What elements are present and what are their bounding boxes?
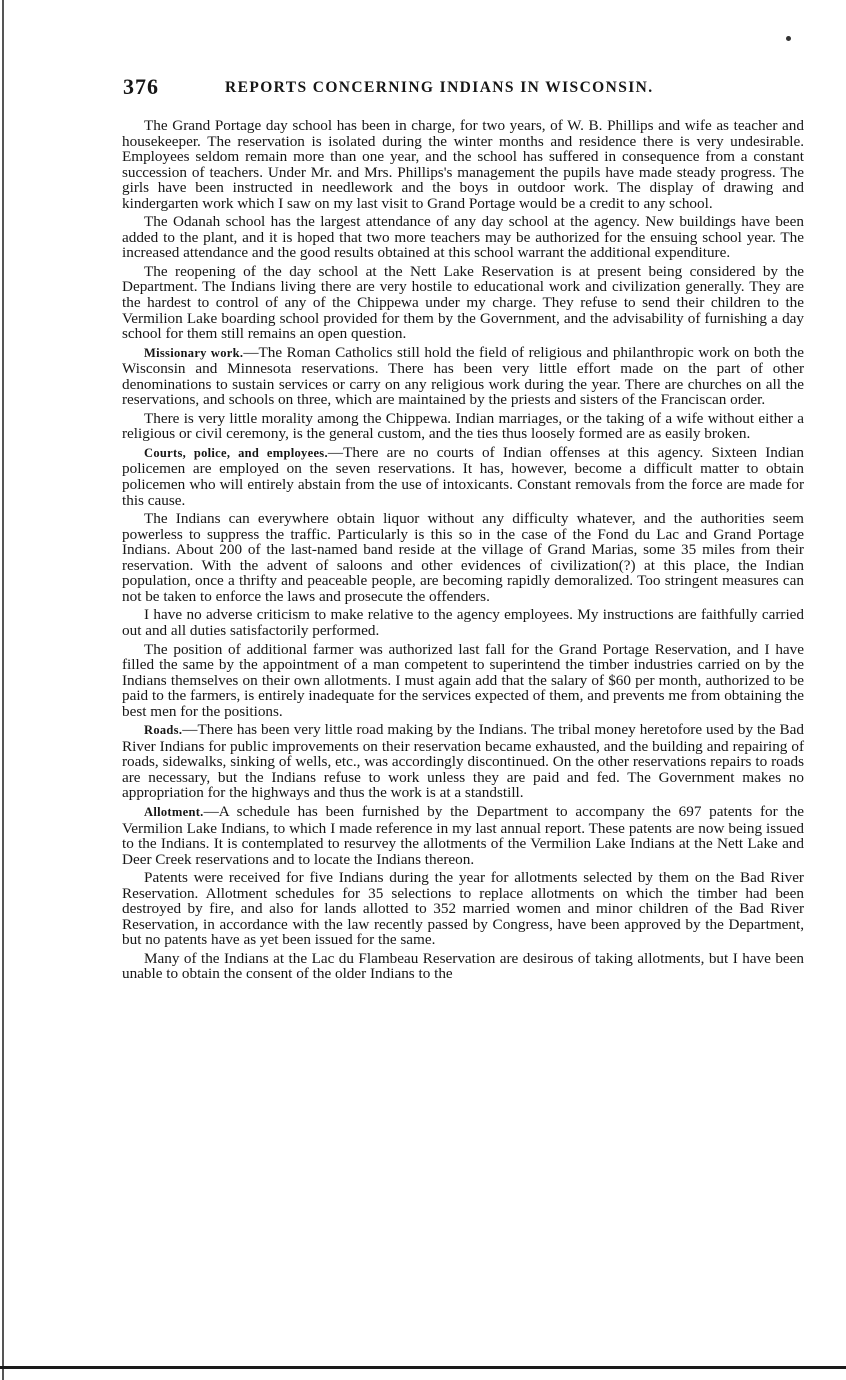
paragraph	[122, 642, 804, 720]
paragraph	[122, 411, 804, 442]
body-text	[122, 118, 804, 985]
paragraph-text: —There are no courts of Indian offenses at this agency. Sixteen Indian policemen are employed on the seven reservations. It has, however, become a difficult matter to obtain policemen who will entirely abstain from the use of intoxicants. Constant removals from the force are made for this cause.	[122, 443, 804, 509]
paragraph	[122, 345, 804, 408]
paragraph	[122, 870, 804, 948]
side-heading: Courts, police, and employees.	[144, 445, 328, 460]
paragraph-text: Many of the Indians at the Lac du Flambeau Reservation are desirous of taking allotments, but I have been unable to obtain the consent of the older Indians to the	[122, 949, 804, 983]
paragraph-text: There is very little morality among the Chippewa. Indian marriages, or the taking of a wife without either a religious or civil ceremony, is the general custom, and the ties thus loosely formed are as easily broken.	[122, 409, 804, 443]
paragraph-text: —A schedule has been furnished by the Department to accompany the 697 patents for the Vermilion Lake Indians, to which I made reference in my last annual report. These patents are now being issued to the Indians. It is contemplated to resurvey the allotments of the Vermilion Lake Indians at the Nett Lake and Deer Creek reservations and to locate the Indians thereon.	[122, 802, 804, 868]
paragraph	[122, 951, 804, 982]
paragraph	[122, 118, 804, 211]
paragraph	[122, 445, 804, 508]
paragraph	[122, 607, 804, 638]
paragraph-text: The position of additional farmer was authorized last fall for the Grand Portage Reservation, and I have filled the same by the appointment of a man competent to superintend the timber industries carried on by the Indians themselves on their own allotments. I must again add that the salary of $60 per month, authorized to be paid to the farmers, is entirely inadequate for the services expected of them, and prevents me from obtaining the best men for the positions.	[122, 640, 804, 720]
paragraph	[122, 511, 804, 604]
scan-left-edge	[2, 0, 4, 1380]
paragraph	[122, 264, 804, 342]
paragraph	[122, 804, 804, 867]
side-heading: Roads.	[144, 723, 183, 738]
paragraph-text: I have no adverse criticism to make relative to the agency employees. My instructions are faithfully carried out and all duties satisfactorily performed.	[122, 606, 804, 639]
paragraph-text: The Grand Portage day school has been in charge, for two years, of W. B. Phillips and wife as teacher and housekeeper. The reservation is isolated during the winter months and residence there is very undesirable. Employees seldom remain more than one year, and the school has suffered in consequence from a constant succession of teachers. Under Mr. and Mrs. Phillips's management the pupils have made steady progress. The girls have been instructed in needlework and the boys in outdoor work. The display of drawing and kindergarten work which I saw on my last visit to Grand Portage would be a credit to any school.	[122, 117, 804, 212]
paragraph-text: The reopening of the day school at the Nett Lake Reservation is at present being considered by the Department. The Indians living there are very hostile to educational work and civilization generally. They are the hardest to control of any of the Chippewa under my charge. They refuse to send their children to the Vermilion Lake boarding school provided for them by the Government, and the advisability of furnishing a day school for them still remains an open question.	[122, 262, 804, 343]
scan-bottom-edge	[0, 1366, 846, 1369]
side-heading: Missionary work.	[144, 345, 244, 360]
paragraph	[122, 214, 804, 261]
scan-speck	[786, 36, 791, 41]
paragraph-text: —There has been very little road making by the Indians. The tribal money heretofore used by the Bad River Indians for public improvements on their reservation became exhausted, and the building and repairing of roads, sidewalks, sinking of wells, etc., was accordingly discontinued. On the other reservations repairs to roads are necessary, but the Indians refuse to work unless they are paid and fed. The Government makes no appropriation for the highways and thus the work is at a standstill.	[122, 721, 804, 802]
paragraph-text: The Indians can everywhere obtain liquor without any difficulty whatever, and the authorities seem powerless to suppress the traffic. Particularly is this so in the case of the Fond du Lac and Grand Portage Indians. About 200 of the last-named band reside at the village of Grand Marias, some 35 miles from their reservation. With the advent of saloons and other evidences of civilization(?) at this place, the Indian population, once a thrifty and peaceable people, are becoming rapidly demoralized. Too stringent measures can not be taken to enforce the laws and prosecute the offenders.	[122, 510, 804, 605]
page-header	[123, 74, 813, 102]
paragraph-text: The Odanah school has the largest attendance of any day school at the agency. New buildings have been added to the plant, and it is hoped that two more teachers may be authorized for the ensuing school year. The increased attendance and the good results obtained at this school warrant the additional expenditure.	[122, 213, 804, 262]
running-title: REPORTS CONCERNING INDIANS IN WISCONSIN.	[225, 79, 654, 96]
paragraph-text: Patents were received for five Indians during the year for allotments selected by them on the Bad River Reservation. Allotment schedules for 35 selections to replace allotments on which the timber had been destroyed by fire, and also for lands allotted to 352 married women and minor children of the Bad River Reservation, in accordance with the law recently passed by Congress, have been approved by the Department, but no patents have as yet been issued for the same.	[122, 869, 804, 949]
page-number: 376	[123, 74, 159, 99]
paragraph	[122, 722, 804, 801]
side-heading: Allotment.	[144, 804, 204, 819]
paragraph-text: —The Roman Catholics still hold the field of religious and philanthropic work on both the Wisconsin and Minnesota reservations. There has been very little effort made on the part of other denominations to sustain services or carry on any religious work during the year. There are churches on all the reservations, and schools on three, which are maintained by the priests and sisters of the Franciscan order.	[122, 343, 804, 409]
